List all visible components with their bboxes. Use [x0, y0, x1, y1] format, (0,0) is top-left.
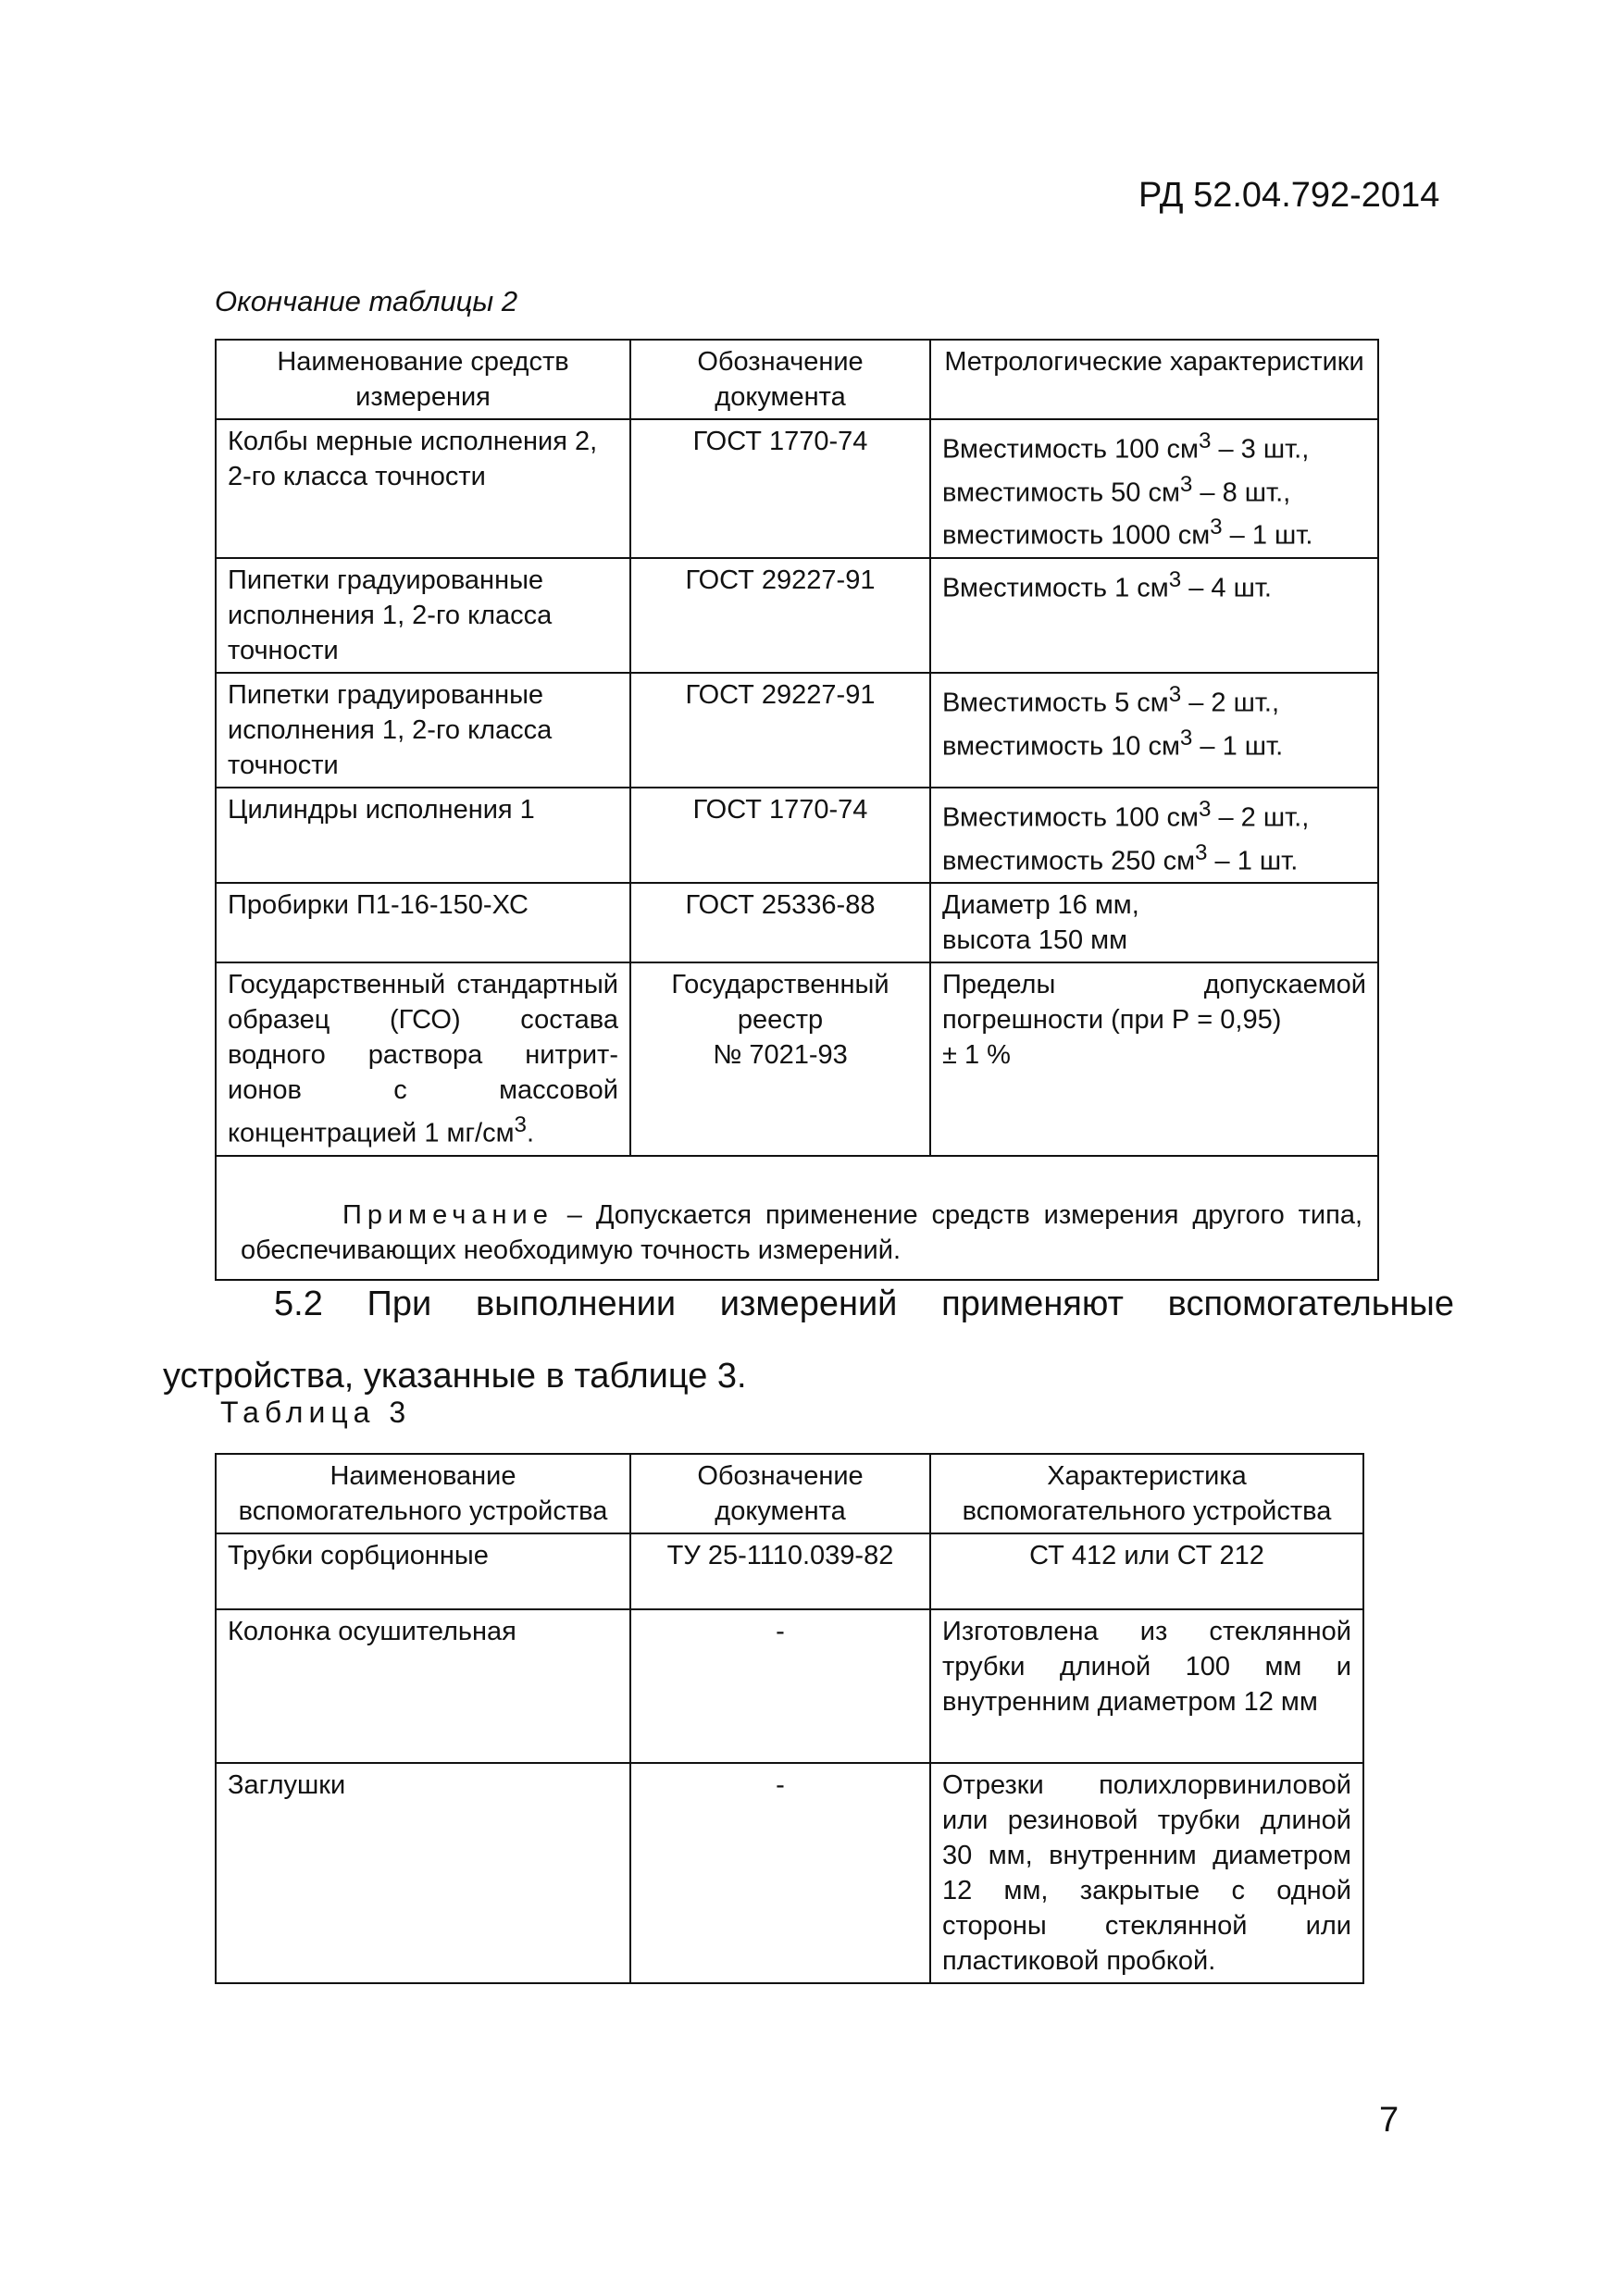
metrology-text: ± 1 %	[942, 1040, 1011, 1071]
metrology-text: – 4 шт.	[1181, 573, 1272, 603]
metrology-text: – 1 шт.	[1222, 520, 1313, 551]
table3	[215, 1453, 1364, 1984]
device-spec: Отрезки полихлорвиниловой или резиновой трубки длиной 30 мм, внутренним диаметром 12 мм, закрытые с одной стороны стеклянной или пластиковой пробкой.	[930, 1763, 1363, 1983]
instrument-name: Пипетки градуированные исполнения 1, 2-го класса точности	[216, 558, 630, 673]
instrument-name: Пробирки П1-16-150-ХС	[216, 883, 630, 962]
metrology-text: – 3 шт., вместимость 50 см	[942, 434, 1310, 508]
device-name: Колонка осушительная	[216, 1609, 630, 1763]
superscript: 3	[1198, 428, 1212, 453]
superscript: 3	[1168, 681, 1182, 707]
metrology-text: Вместимость 1 см	[942, 573, 1169, 603]
registry-label: Государственный реестр	[671, 970, 889, 1036]
document-designation: ГОСТ 29227-91	[630, 558, 930, 673]
note-label: Примечание	[342, 1199, 554, 1230]
document-designation	[630, 962, 930, 1156]
table2	[215, 339, 1379, 1281]
page-number: 7	[1379, 2101, 1399, 2140]
table2-note	[216, 1156, 1378, 1280]
table3-header-row	[216, 1454, 1363, 1533]
table2-caption: Окончание таблицы 2	[215, 285, 518, 317]
instrument-name-text: .	[526, 1118, 535, 1148]
metrology-cell	[930, 788, 1378, 883]
note-text: – Допускается применение средств измерения другого типа, обеспечивающих необходимую точность измерений.	[241, 1199, 1362, 1265]
table-row	[216, 883, 1378, 962]
superscript: 3	[1198, 796, 1212, 822]
document-designation: ГОСТ 1770-74	[630, 788, 930, 883]
superscript: 3	[1179, 471, 1193, 497]
table3-header-name: Наименование вспомогательного устройства	[216, 1454, 630, 1533]
metrology-text: – 8 шт., вместимость 1000 см	[942, 478, 1291, 551]
paragraph-5-2: 5.2 При выполнении измерений применяют вспомогательные устройства, указанные в таблице 3.	[163, 1285, 1454, 1396]
instrument-name: Пипетки градуированные исполнения 1, 2-го класса точности	[216, 673, 630, 788]
table2-header-metrology: Метрологические характеристики	[930, 340, 1378, 419]
superscript: 3	[1179, 725, 1193, 751]
metrology-cell	[930, 558, 1378, 673]
metrology-cell	[930, 962, 1378, 1156]
metrology-text: Диаметр 16 мм,	[942, 890, 1139, 921]
metrology-cell	[930, 883, 1378, 962]
table2-header-name: Наименование средств измерения	[216, 340, 630, 419]
table3-header-spec: Характеристика вспомогательного устройства	[930, 1454, 1363, 1533]
registry-number: № 7021-93	[713, 1040, 848, 1071]
table-row	[216, 788, 1378, 883]
superscript: 3	[1168, 566, 1182, 592]
metrology-text: Вместимость 5 см	[942, 688, 1169, 718]
table2-note-row	[216, 1156, 1378, 1280]
table-row	[216, 558, 1378, 673]
metrology-text: Вместимость 100 см	[942, 802, 1199, 833]
document-designation: ТУ 25-1110.039-82	[630, 1533, 930, 1609]
instrument-name: Колбы мерные исполнения 2, 2-го класса точности	[216, 419, 630, 558]
table-row	[216, 673, 1378, 788]
document-designation: ГОСТ 1770-74	[630, 419, 930, 558]
metrology-text: – 2 шт., вместимость 250 см	[942, 802, 1310, 876]
table3-header-doc: Обозначение документа	[630, 1454, 930, 1533]
table-row	[216, 1763, 1363, 1983]
instrument-name: Цилиндры исполнения 1	[216, 788, 630, 883]
table-row	[216, 419, 1378, 558]
metrology-text: Вместимость 100 см	[942, 434, 1199, 465]
superscript: 3	[1210, 515, 1223, 540]
document-designation: ГОСТ 29227-91	[630, 673, 930, 788]
table-row	[216, 1533, 1363, 1609]
document-designation: -	[630, 1763, 930, 1983]
metrology-text: Пределы допускаемой погрешности (при Р = 0,95)	[942, 970, 1366, 1036]
device-name: Заглушки	[216, 1763, 630, 1983]
table2-header-doc: Обозначение документа	[630, 340, 930, 419]
metrology-cell	[930, 673, 1378, 788]
table2-header-row	[216, 340, 1378, 419]
metrology-text: – 1 шт.	[1207, 846, 1299, 876]
instrument-name-text: Государственный стандартный образец (ГСО) состава водного раствора нитрит-ионов с массовой концентрацией 1 мг/см	[228, 970, 618, 1148]
document-designation: ГОСТ 25336-88	[630, 883, 930, 962]
table3-caption: Таблица 3	[220, 1396, 412, 1429]
metrology-text: – 1 шт.	[1192, 731, 1284, 762]
metrology-text: – 2 шт., вместимость 10 см	[942, 688, 1280, 762]
superscript: 3	[1195, 839, 1208, 865]
metrology-text: высота 150 мм	[942, 925, 1128, 956]
table-row	[216, 1609, 1363, 1763]
device-spec: СТ 412 или СТ 212	[930, 1533, 1363, 1609]
document-designation: -	[630, 1609, 930, 1763]
instrument-name	[216, 962, 630, 1156]
superscript: 3	[514, 1112, 527, 1138]
table-row	[216, 962, 1378, 1156]
metrology-cell	[930, 419, 1378, 558]
document-code: РД 52.04.792-2014	[1138, 176, 1440, 215]
device-spec: Изготовлена из стеклянной трубки длиной 100 мм и внутренним диаметром 12 мм	[930, 1609, 1363, 1763]
device-name: Трубки сорбционные	[216, 1533, 630, 1609]
